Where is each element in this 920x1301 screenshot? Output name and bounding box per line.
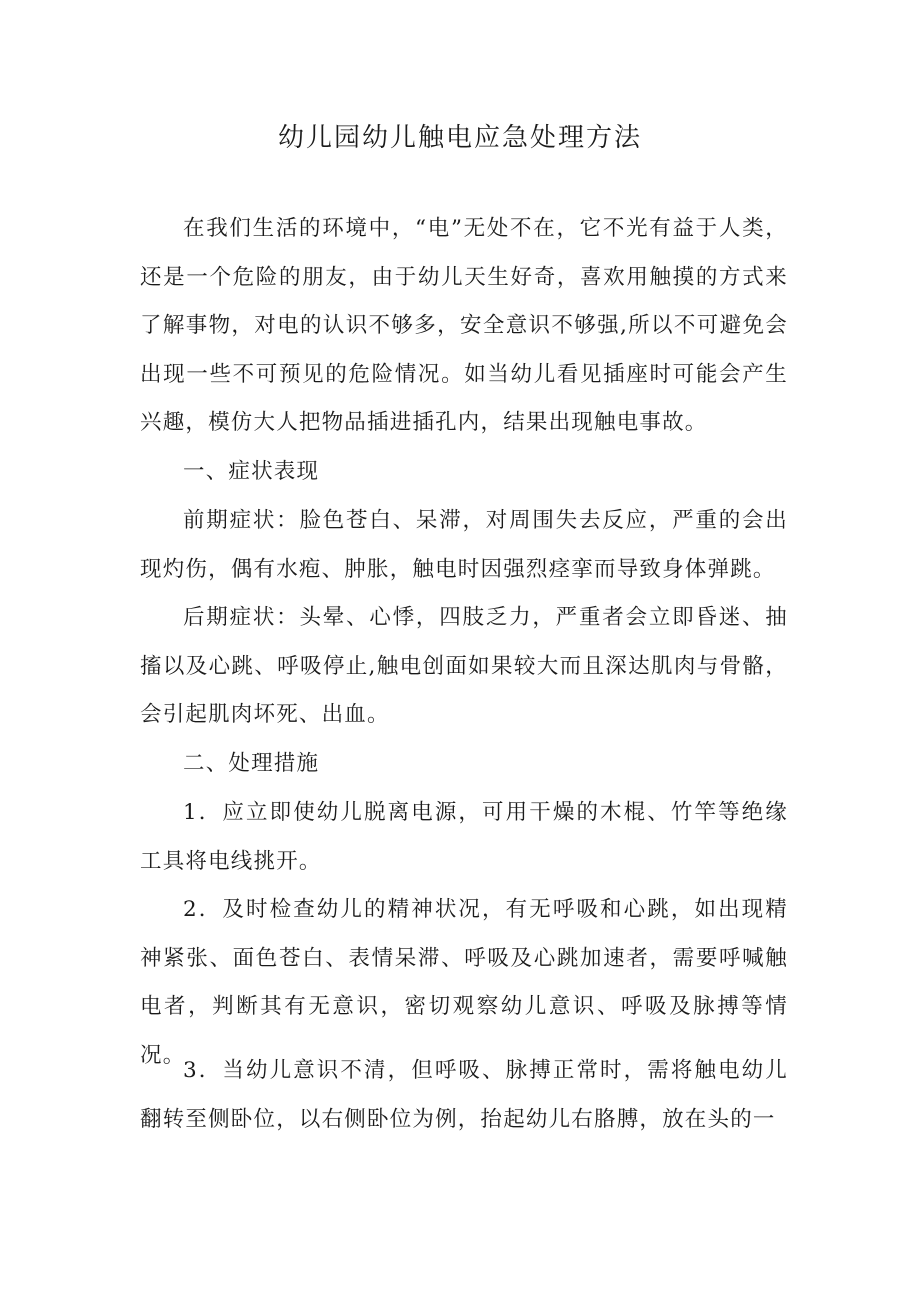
early-symptoms-paragraph: 前期症状：脸色苍白、呆滞，对周围失去反应，严重的会出现灼伤，偶有水疱、肿胀，触电时因强烈痉挛而导致身体弹跳。 — [140, 508, 788, 582]
intro-paragraph: 在我们生活的环境中，“电”无处不在，它不光有益于人类，还是一个危险的朋友，由于幼儿天生好奇，喜欢用触摸的方式来了解事物，对电的认识不够多，安全意识不够强,所以不可避免会出现一些不可预见的危险情况。如当幼儿看见插座时可能会产生兴趣，模仿大人把物品插进插孔内，结果出现触电事故。 — [140, 216, 788, 435]
late-symptoms-paragraph: 后期症状：头晕、心悸，四肢乏力，严重者会立即昏迷、抽搐以及心跳、呼吸停止,触电创面如果较大而且深达肌肉与骨骼，会引起肌肉坏死、出血。 — [140, 605, 788, 727]
document-title: 幼儿园幼儿触电应急处理方法 — [277, 123, 642, 153]
measure-2-paragraph: 2．及时检查幼儿的精神状况，有无呼吸和心跳，如出现精神紧张、面色苍白、表情呆滞、呼吸及心跳加速者，需要呼喊触电者，判断其有无意识，密切观察幼儿意识、呼吸及脉搏等情况。 — [140, 897, 788, 1068]
measure-1-paragraph: 1．应立即使幼儿脱离电源，可用干燥的木棍、竹竿等绝缘工具将电线挑开。 — [140, 800, 788, 874]
measure-3-paragraph: 3．当幼儿意识不清，但呼吸、脉搏正常时，需将触电幼儿翻转至侧卧位，以右侧卧位为例，抬起幼儿右胳膊，放在头的一 — [140, 1058, 788, 1132]
section-heading-symptoms: 一、症状表现 — [183, 459, 320, 484]
section-heading-measures: 二、处理措施 — [183, 751, 320, 776]
